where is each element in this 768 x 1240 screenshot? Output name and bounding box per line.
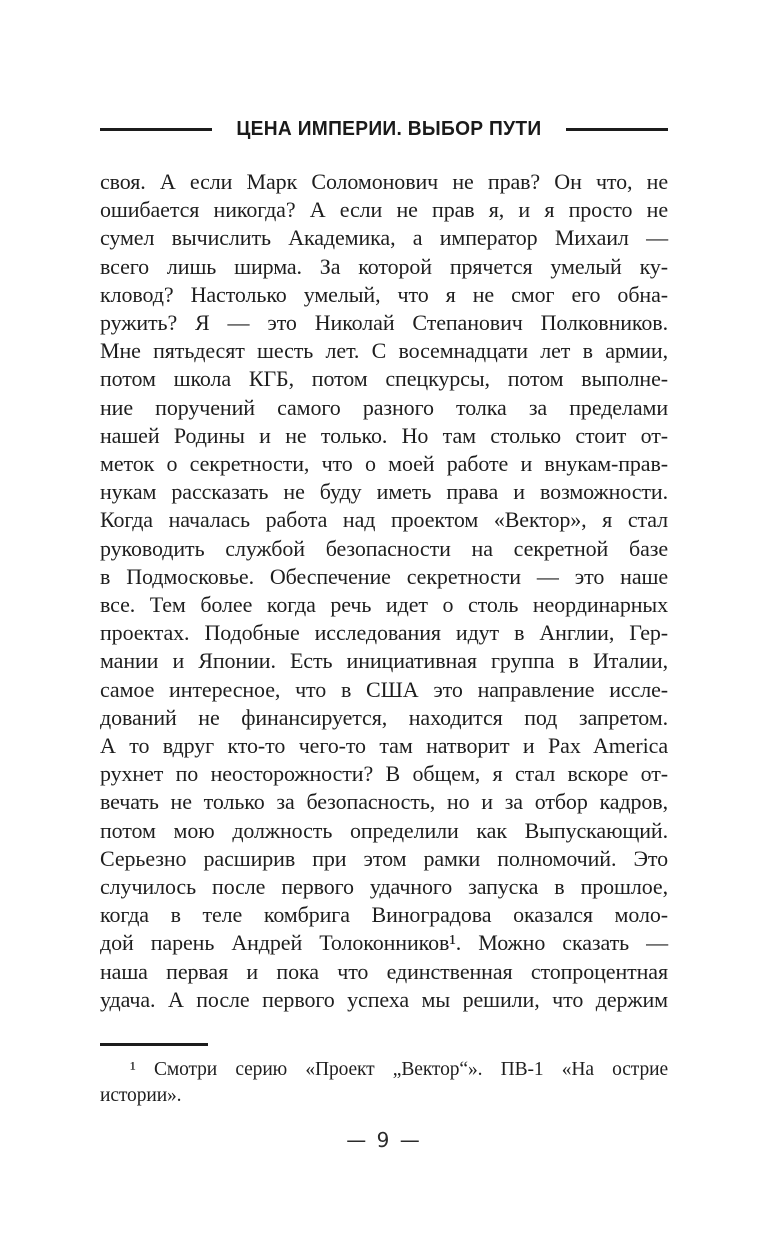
running-head-rule-left: [100, 128, 212, 131]
body-text-line: Мне пятьдесят шесть лет. С восемнадцати лет в армии,: [100, 338, 668, 364]
footnote-text-line: ¹ Смотри серию «Проект „Вектор“». ПВ-1 «На острие: [130, 1059, 668, 1080]
body-text-line: дований не финансируется, находится под запретом.: [100, 704, 668, 730]
body-text-line: в Подмосковье. Обеспечение секретности — это наше: [100, 563, 668, 589]
body-text-line: всего лишь ширма. За которой прячется умелый ку-: [100, 253, 668, 279]
footnote-text-line: истории».: [100, 1085, 182, 1106]
body-text-line: дой парень Андрей Толоконников¹. Можно сказать —: [100, 930, 668, 956]
body-text: [100, 168, 668, 1014]
body-text-line: потом школа КГБ, потом спецкурсы, потом выполне-: [100, 366, 668, 392]
running-head-title: ЦЕНА ИМПЕРИИ. ВЫБОР ПУТИ: [236, 118, 542, 140]
body-text-line: Когда началась работа над проектом «Вектор», я стал: [100, 507, 668, 533]
body-text-line: А то вдруг кто-то чего-то там натворит и Pax America: [100, 733, 668, 759]
body-text-line: Серьезно расширив при этом рамки полномочий. Это: [100, 845, 668, 871]
body-text-line: нукам рассказать не буду иметь права и возможности.: [100, 479, 668, 505]
body-text-line: удача. А после первого успеха мы решили, что держим: [100, 986, 668, 1012]
body-text-line: ние поручений самого разного толка за пределами: [100, 394, 668, 420]
body-text-line: ошибается никогда? А если не прав я, и я просто не: [100, 197, 668, 223]
body-text-line: рухнет по неосторожности? В общем, я стал вскоре от-: [100, 761, 668, 787]
body-text-line: мании и Японии. Есть инициативная группа в Италии,: [100, 648, 668, 674]
body-text-line: все. Тем более когда речь идет о столь неординарных: [100, 592, 668, 618]
body-text-line: сумел вычислить Академика, а император Михаил —: [100, 225, 668, 251]
body-text-line: меток о секретности, что о моей работе и внукам-прав-: [100, 451, 668, 477]
body-text-line: ружить? Я — это Николай Степанович Полковников.: [100, 310, 668, 336]
body-text-line: случилось после первого удачного запуска в прошлое,: [100, 874, 668, 900]
body-text-line: потом мою должность определили как Выпускающий.: [100, 817, 668, 843]
body-text-line: кловод? Настолько умелый, что я не смог его обна-: [100, 281, 668, 307]
body-text-line: нашей Родины и не только. Но там столько стоит от-: [100, 422, 668, 448]
running-head-rule-right: [566, 128, 668, 131]
body-text-line: вечать не только за безопасность, но и за отбор кадров,: [100, 789, 668, 815]
footnote-separator-rule: [100, 1043, 208, 1046]
running-head: [100, 118, 668, 141]
body-text-line: когда в теле комбрига Виноградова оказался моло-: [100, 902, 668, 928]
body-text-line: самое интересное, что в США это направление иссле-: [100, 676, 668, 702]
body-text-line: своя. А если Марк Соломонович не прав? Он что, не: [100, 169, 668, 194]
body-text-line: руководить службой безопасности на секретной базе: [100, 535, 668, 561]
body-text-line: наша первая и пока что единственная стопроцентная: [100, 958, 668, 984]
footnote: [100, 1043, 668, 1109]
body-text-line: проектах. Подобные исследования идут в Англии, Гер-: [100, 620, 668, 646]
page-number: — 9 —: [346, 1128, 422, 1152]
